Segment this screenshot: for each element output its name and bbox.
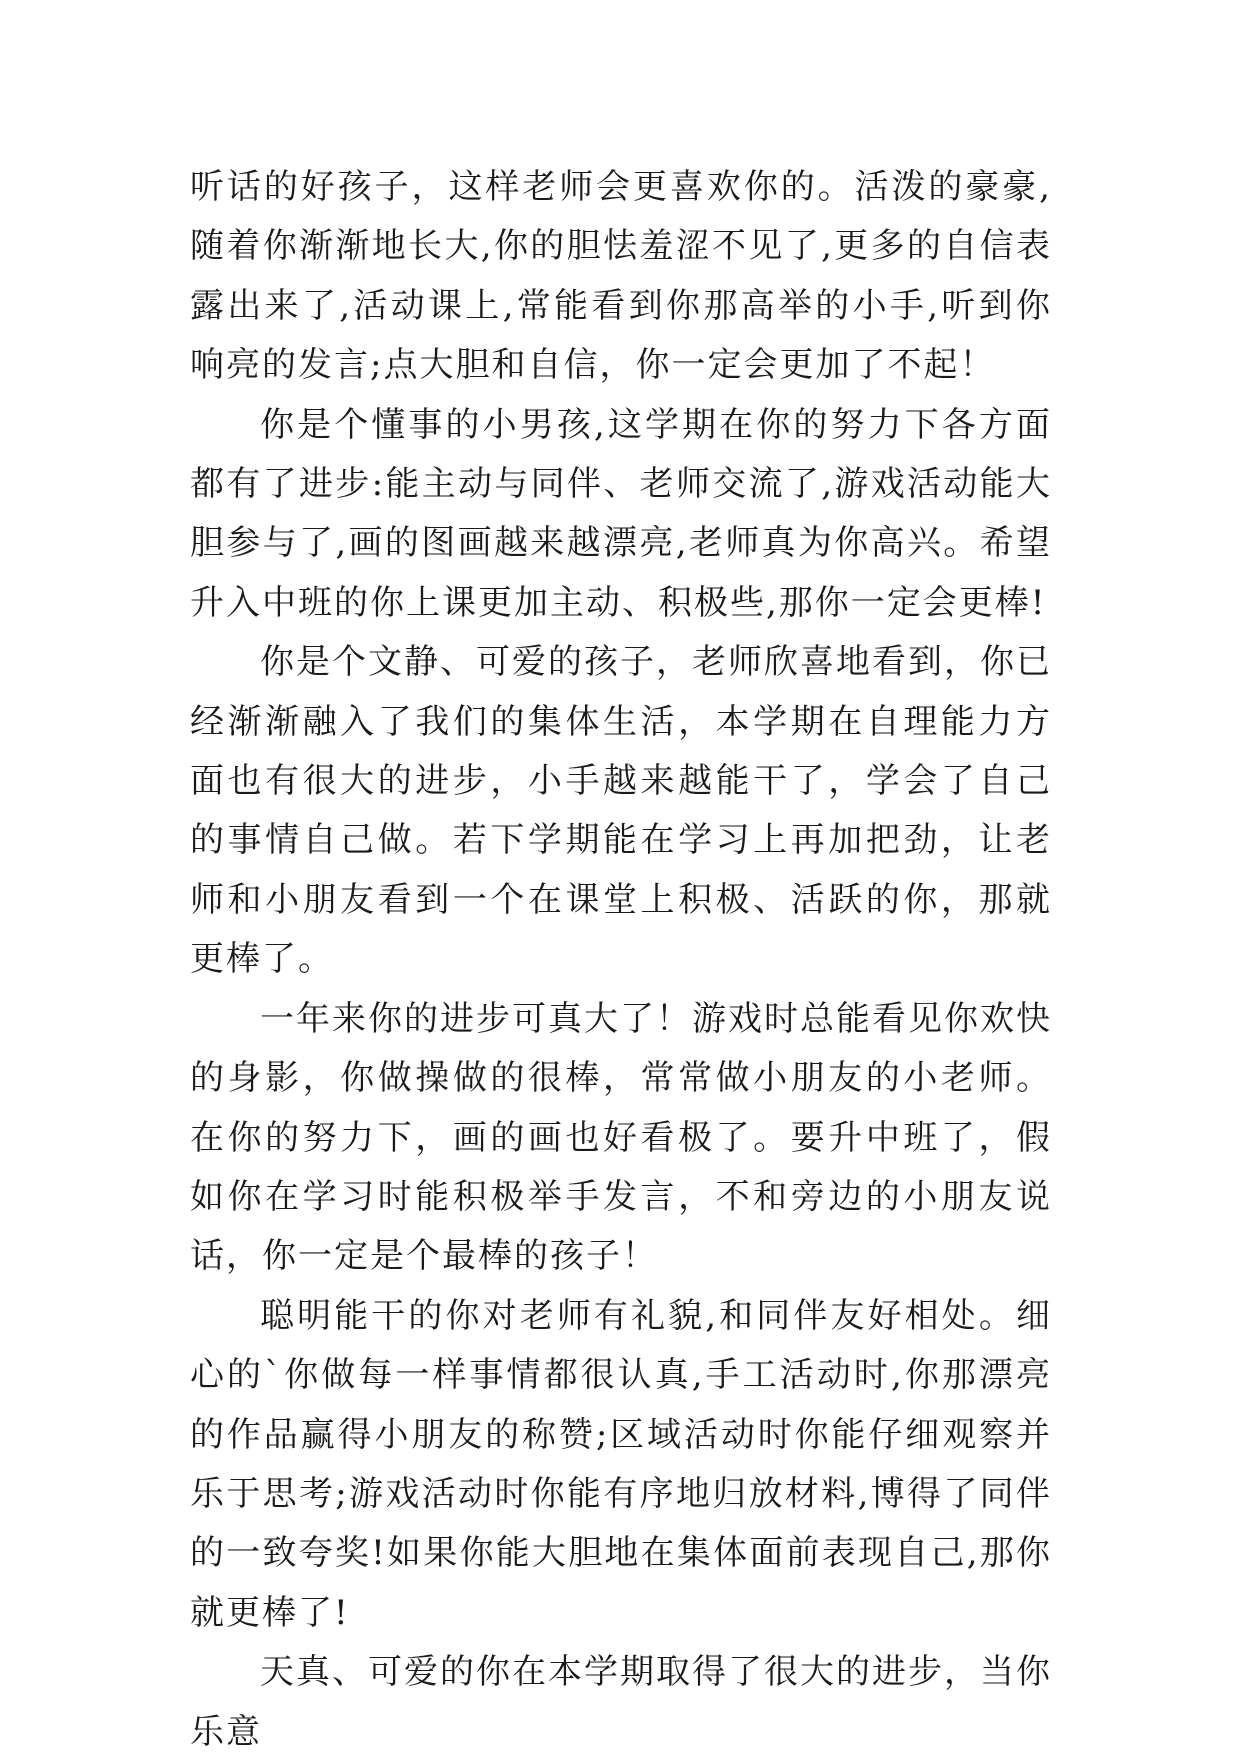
paragraph-3: 你是个文静、可爱的孩子，老师欣喜地看到，你已经渐渐融入了我们的集体生活，本学期在自理能力方面也有很大的进步，小手越来越能干了，学会了自己的事情自己做。若下学期能在学习上再加把劲，让老师和小朋友看到一个在课堂上积极、活跃的你，那就更棒了。 <box>190 642 1052 980</box>
paragraph-6: 天真、可爱的你在本学期取得了很大的进步，当你乐意 <box>190 1652 1052 1752</box>
paragraph-1: 听话的好孩子，这样老师会更喜欢你的。活泼的豪豪,随着你渐渐地长大,你的胆怯羞涩不见了,更多的自信表露出来了,活动课上,常能看到你那高举的小手,听到你响亮的发言;点大胆和自信，你一定会更加了不起！ <box>190 167 1052 386</box>
document-body <box>190 158 1052 1762</box>
paragraph-5: 聪明能干的你对老师有礼貌,和同伴友好相处。细心的`你做每一样事情都很认真,手工活动时,你那漂亮的作品赢得小朋友的称赞;区域活动时你能仔细观察并乐于思考;游戏活动时你能有序地归放材料,博得了同伴的一致夸奖!如果你能大胆地在集体面前表现自己,那你就更棒了! <box>190 1295 1052 1633</box>
paragraph-2: 你是个懂事的小男孩,这学期在你的努力下各方面都有了进步:能主动与同伴、老师交流了,游戏活动能大胆参与了,画的图画越来越漂亮,老师真为你高兴。希望升入中班的你上课更加主动、积极些,那你一定会更棒! <box>190 404 1052 623</box>
paragraph-4: 一年来你的进步可真大了！游戏时总能看见你欢快的身影，你做操做的很棒，常常做小朋友的小老师。在你的努力下，画的画也好看极了。要升中班了，假如你在学习时能积极举手发言，不和旁边的小朋友说话，你一定是个最棒的孩子！ <box>190 998 1052 1277</box>
